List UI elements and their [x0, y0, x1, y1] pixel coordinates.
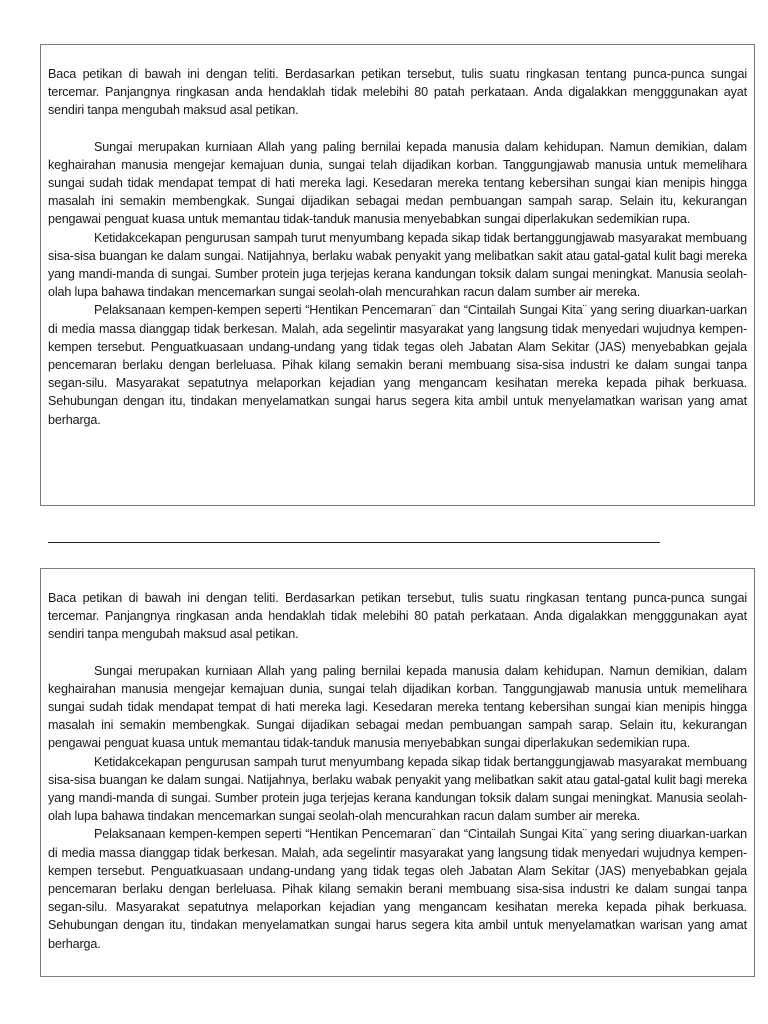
- passage-box-1: [40, 44, 755, 506]
- passage-paragraph-2: Ketidakcekapan pengurusan sampah turut menyumbang kepada sikap tidak bertanggungjawab masyarakat membuang sisa-sisa buangan ke dalam sungai. Natijahnya, berlaku wabak penyakit yang melibatkan sakit atau gatal-gatal kulit bagi mereka yang mandi-manda di sungai. Sumber protein juga terjejas kerana kandungan toksik dalam sungai meningkat. Manusia seolah-olah lupa bahawa tindakan mencemarkan sungai seolah-olah mencurahkan racun dalam sumber air mereka.: [48, 230, 747, 300]
- instruction-text: Baca petikan di bawah ini dengan teliti. Berdasarkan petikan tersebut, tulis suatu ringkasan tentang punca-punca sungai tercemar. Panjangnya ringkasan anda hendaklah tidak melebihi 80 patah perkataan. Anda digalakkan mengggunakan ayat sendiri tanpa mengubah maksud asal petikan.: [48, 67, 747, 118]
- passage-paragraph-3: Pelaksanaan kempen-kempen seperti “Hentikan Pencemaran¨ dan “Cintailah Sungai Kita¨ yang sering diuarkan-uarkan di media massa dianggap tidak berkesan. Malah, ada segelintir masyarakat yang langsung tidak menyedari wujudnya kempen-kempen tersebut. Penguatkuasaan undang-undang yang tidak tegas oleh Jabatan Alam Sekitar (JAS) menyebabkan gejala pencemaran berlaku dengan berleluasa. Pihak kilang semakin berani membuang sisa-sisa industri ke dalam sungai tanpa segan-silu. Masyarakat sepatutnya melaporkan kejadian yang mengancam kesihatan mereka kepada pihak berkuasa. Sehubungan dengan itu, tindakan menyelamatkan sungai harus segera kita ambil untuk menyelamatkan warisan yang amat berharga.: [48, 827, 747, 951]
- passage-paragraph-1: Sungai merupakan kurniaan Allah yang paling bernilai kepada manusia dalam kehidupan. Namun demikian, dalam keghairahan manusia mengejar kemajuan dunia, sungai telah dijadikan korban. Tanggungjawab manusia untuk memelihara sungai sudah tidak mendapat tempat di hati mereka lagi. Kesedaran mereka tentang kebersihan sungai kian menipis hingga masalah ini semakin membengkak. Sungai dijadikan sebagai medan pembuangan sampah sarap. Selain itu, kekurangan pengawai penguat kuasa untuk memantau tidak-tanduk manusia menyebabkan sungai diperlakukan sedemikian rupa.: [48, 139, 747, 227]
- passage-paragraph-3: Pelaksanaan kempen-kempen seperti “Hentikan Pencemaran¨ dan “Cintailah Sungai Kita¨ yang sering diuarkan-uarkan di media massa dianggap tidak berkesan. Malah, ada segelintir masyarakat yang langsung tidak menyedari wujudnya kempen-kempen tersebut. Penguatkuasaan undang-undang yang tidak tegas oleh Jabatan Alam Sekitar (JAS) menyebabkan gejala pencemaran berlaku dengan berleluasa. Pihak kilang semakin berani membuang sisa-sisa industri ke dalam sungai tanpa segan-silu. Masyarakat sepatutnya melaporkan kejadian yang mengancam kesihatan mereka kepada pihak berkuasa. Sehubungan dengan itu, tindakan menyelamatkan sungai harus segera kita ambil untuk menyelamatkan warisan yang amat berharga.: [48, 303, 747, 427]
- passage-box-2: [40, 568, 755, 977]
- passage-paragraph-1: Sungai merupakan kurniaan Allah yang paling bernilai kepada manusia dalam kehidupan. Namun demikian, dalam keghairahan manusia mengejar kemajuan dunia, sungai telah dijadikan korban. Tanggungjawab manusia untuk memelihara sungai sudah tidak mendapat tempat di hati mereka lagi. Kesedaran mereka tentang kebersihan sungai kian menipis hingga masalah ini semakin membengkak. Sungai dijadikan sebagai medan pembuangan sampah sarap. Selain itu, kekurangan pengawai penguat kuasa untuk memantau tidak-tanduk manusia menyebabkan sungai diperlakukan sedemikian rupa.: [48, 663, 747, 751]
- passage-paragraph-2: Ketidakcekapan pengurusan sampah turut menyumbang kepada sikap tidak bertanggungjawab masyarakat membuang sisa-sisa buangan ke dalam sungai. Natijahnya, berlaku wabak penyakit yang melibatkan sakit atau gatal-gatal kulit bagi mereka yang mandi-manda di sungai. Sumber protein juga terjejas kerana kandungan toksik dalam sungai meningkat. Manusia seolah-olah lupa bahawa tindakan mencemarkan sungai seolah-olah mencurahkan racun dalam sumber air mereka.: [48, 754, 747, 824]
- divider-line: [48, 542, 660, 543]
- instruction-text: Baca petikan di bawah ini dengan teliti. Berdasarkan petikan tersebut, tulis suatu ringkasan tentang punca-punca sungai tercemar. Panjangnya ringkasan anda hendaklah tidak melebihi 80 patah perkataan. Anda digalakkan mengggunakan ayat sendiri tanpa mengubah maksud asal petikan.: [48, 591, 747, 642]
